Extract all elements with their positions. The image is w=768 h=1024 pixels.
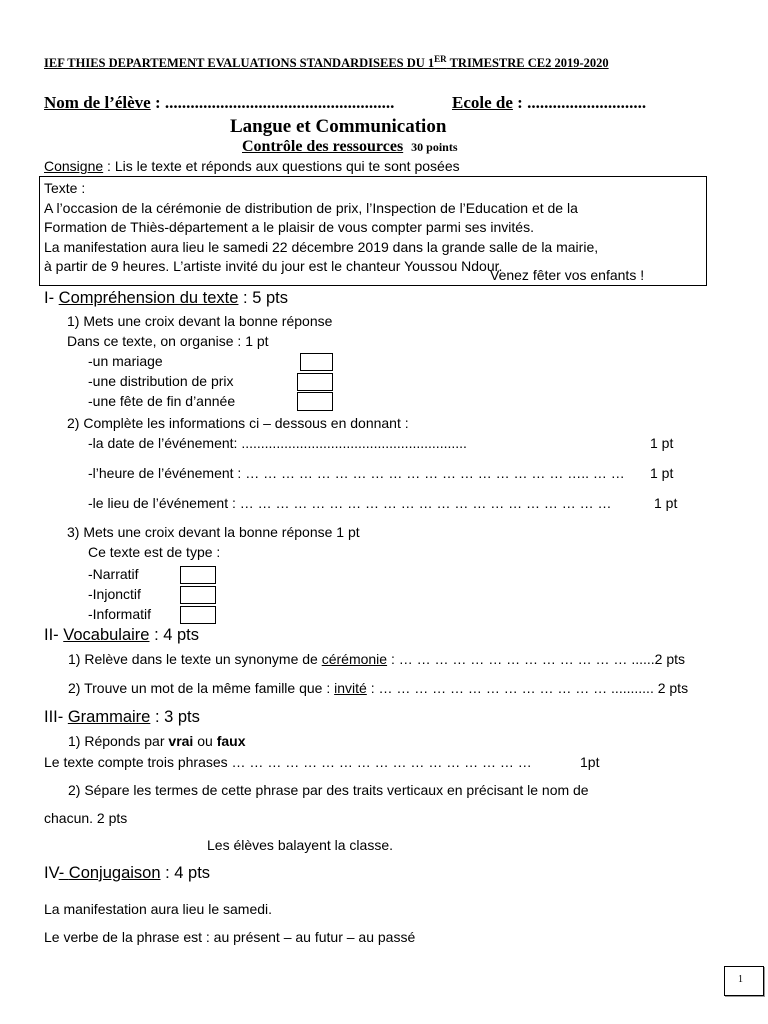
word-vrai: vrai: [168, 733, 194, 749]
section-2-heading: [44, 626, 199, 645]
option-label: -un mariage: [88, 353, 163, 369]
page-number-box: [724, 966, 764, 996]
header-line-end: TRIMESTRE CE2 2019-2020: [446, 56, 609, 71]
text-line: Formation de Thiès-département a le plaisir de vous compter parmi ses invités.: [44, 219, 534, 235]
section-points: : 4 pts: [149, 626, 200, 644]
section-title: Grammaire: [67, 708, 151, 726]
points-label: 1pt: [580, 754, 600, 770]
subtitle-text: Contrôle des ressources: [242, 138, 404, 155]
answer-dots: : … … … … … … … … … … … … … ........... 2 pts: [366, 680, 689, 696]
page-subtitle: [242, 138, 458, 156]
section-points: : 4 pts: [160, 864, 211, 882]
section-1-heading: [44, 289, 288, 308]
question-1-3-sub: Ce texte est de type :: [88, 544, 221, 560]
answer-line-date[interactable]: -la date de l’événement: ..........................................................: [88, 435, 467, 451]
option-label: -Narratif: [88, 566, 139, 582]
question-1-2: 2) Complète les informations ci – dessous en donnant :: [67, 415, 409, 431]
page-title: Langue et Communication: [230, 116, 447, 137]
consigne: [44, 158, 460, 174]
question-2-2[interactable]: [68, 680, 688, 696]
answer-checkbox[interactable]: [180, 606, 216, 624]
section-prefix: IV: [44, 864, 59, 882]
target-word: invité: [334, 680, 367, 696]
option-label: -une fête de fin d’année: [88, 393, 236, 409]
text-line: A l’occasion de la cérémonie de distribution de prix, l’Inspection de l’Education et de la: [44, 199, 578, 216]
option-label: -Informatif: [88, 606, 152, 622]
consigne-label: Consigne: [44, 158, 104, 174]
answer-line-place[interactable]: -le lieu de l’événement : … … … … … … … … … … … … … … … … … … … … …: [88, 495, 612, 511]
answer-checkbox[interactable]: [297, 373, 333, 391]
question-3-2-cont: chacun. 2 pts: [44, 810, 128, 826]
question-1-3: 3) Mets une croix devant la bonne réponse 1 pt: [67, 524, 360, 540]
option-label: -Injonctif: [88, 586, 141, 602]
consigne-text: : Lis le texte et réponds aux questions qui te sont posées: [103, 158, 460, 174]
school-row: [452, 93, 646, 113]
section-points: : 3 pts: [150, 708, 200, 726]
text-box-content: [44, 179, 598, 277]
section-title: Vocabulaire: [63, 626, 150, 644]
option-label: -une distribution de prix: [88, 373, 234, 389]
section-points: : 5 pts: [238, 289, 288, 307]
section-prefix: I-: [44, 289, 59, 307]
school-dots: : ............................: [512, 93, 647, 112]
target-word: cérémonie: [321, 651, 388, 667]
section-prefix: III-: [44, 708, 68, 726]
section-title: Compréhension du texte: [58, 289, 239, 307]
header-sup: ER: [434, 54, 447, 64]
page-number: 1: [738, 974, 743, 985]
question-text: 1) Réponds par: [68, 733, 169, 749]
answer-line-time[interactable]: -l’heure de l’événement : … … … … … … … … … … … … … … … … … … ….. … …: [88, 465, 625, 481]
text-label: Texte :: [44, 180, 86, 196]
answer-dots: : … … … … … … … … … … … … … ......2 pts: [387, 651, 686, 667]
section-prefix-dash: -: [58, 864, 69, 882]
answer-checkbox[interactable]: [180, 586, 216, 604]
question-2-1[interactable]: [68, 651, 685, 667]
conjugation-sentence: La manifestation aura lieu le samedi.: [44, 901, 273, 917]
section-4-heading: [44, 864, 210, 883]
question-1-1-sub: Dans ce texte, on organise : 1 pt: [67, 333, 269, 349]
student-name-row: [44, 93, 394, 113]
header-line-text: IEF THIES DEPARTEMENT EVALUATIONS STANDARDISEES DU 1: [44, 56, 435, 71]
school-label: Ecole de: [452, 93, 513, 112]
sentence-to-split: Les élèves balayent la classe.: [207, 837, 393, 853]
question-text: 2) Trouve un mot de la même famille que :: [68, 680, 335, 696]
word-ou: ou: [193, 733, 217, 749]
section-prefix: II-: [44, 626, 64, 644]
text-line: La manifestation aura lieu le samedi 22 décembre 2019 dans la grande salle de la mairie,: [44, 238, 599, 255]
question-1-1: 1) Mets une croix devant la bonne réponse: [67, 313, 333, 329]
points-label: 1 pt: [650, 465, 674, 481]
question-text: 1) Relève dans le texte un synonyme de: [68, 651, 322, 667]
text-line: à partir de 9 heures. L’artiste invité du jour est le chanteur Youssou Ndour.: [44, 258, 503, 274]
answer-line-phrases[interactable]: Le texte compte trois phrases … … … … … … … … … … … … … … … … …: [44, 754, 532, 770]
total-points: 30 points: [411, 140, 458, 154]
conjugation-question: Le verbe de la phrase est : au présent – au futur – au passé: [44, 929, 416, 945]
section-3-heading: [44, 708, 200, 727]
section-title: Conjugaison: [68, 864, 161, 882]
answer-checkbox[interactable]: [300, 353, 333, 371]
question-3-2: 2) Sépare les termes de cette phrase par des traits verticaux en précisant le nom de: [68, 782, 589, 798]
word-faux: faux: [216, 733, 246, 749]
student-name-label: Nom de l’élève: [44, 93, 151, 112]
question-3-1: [68, 733, 245, 749]
points-label: 1 pt: [650, 435, 674, 451]
text-closing-line: Venez fêter vos enfants !: [490, 267, 645, 283]
answer-checkbox[interactable]: [180, 566, 216, 584]
student-name-dots: : ......................................................: [150, 93, 395, 112]
header-line: [44, 54, 609, 71]
points-label: 1 pt: [654, 495, 678, 511]
answer-checkbox[interactable]: [297, 392, 333, 411]
